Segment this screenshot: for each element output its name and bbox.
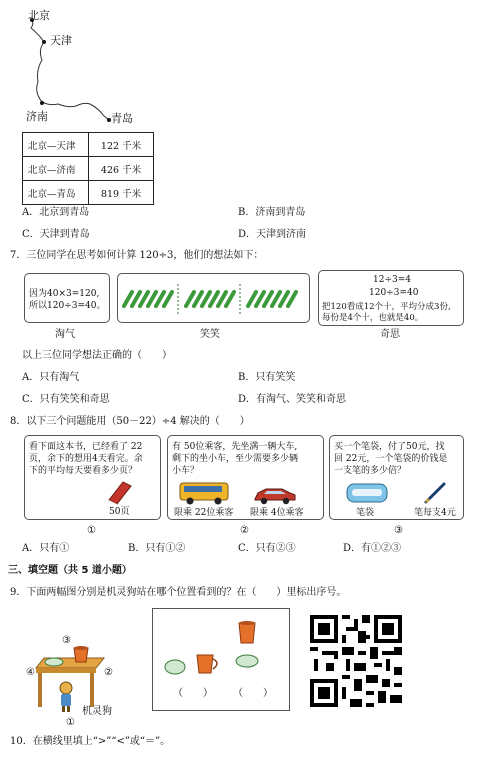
view1-blank[interactable]: （ ） (173, 688, 213, 699)
p3-bag-label: 笔袋 (356, 508, 375, 518)
taoqi-thought-box (24, 273, 110, 323)
q6-option-c[interactable]: C．天津到青岛 (22, 229, 90, 240)
p1-num: ① (87, 525, 96, 536)
q7-option-b[interactable]: B．只有笑笑 (238, 372, 296, 383)
city-beijing: 北京 (28, 9, 50, 22)
route-cell: 北京—青岛 (23, 181, 89, 205)
distance-table (22, 132, 154, 205)
qisi-text2: 每份是4个十，也就是40。 (322, 313, 424, 323)
distance-cell: 426 千米 (89, 157, 154, 181)
position-2: ② (104, 667, 113, 678)
table-row (23, 133, 154, 157)
p2-num: ② (240, 525, 249, 536)
q8-stem: 8．以下三个问题能用（50－22）÷4 解决的（ ） (10, 416, 250, 427)
qisi-eq1: 12÷3=4 (373, 275, 411, 285)
tianjin-dot (42, 40, 46, 44)
q8-option-a[interactable]: A．只有① (22, 543, 70, 554)
q7-option-a[interactable]: A．只有淘气 (22, 372, 80, 383)
position-4: ④ (26, 667, 35, 678)
distance-cell: 819 千米 (89, 181, 154, 205)
p1-line3: 下的平均每天要看多少页？ (29, 466, 138, 476)
p2-line2: 剩下的坐小车，至少需要多少辆 (172, 454, 299, 464)
view2-scene (225, 617, 285, 673)
city-tianjin: 天津 (50, 34, 72, 47)
p1-line2: 页，余下的想用4天看完。余 (29, 454, 143, 464)
p3-num: ③ (394, 525, 403, 536)
taoqi-line1: 因为40×3=120, (29, 289, 100, 299)
q10-stem: 10．在横线里填上“>”“<”或“＝”。 (10, 736, 171, 747)
q6-option-d[interactable]: D．天津到济南 (238, 229, 307, 240)
q8-option-d[interactable]: D．有①②③ (343, 543, 402, 554)
table-row (23, 181, 154, 205)
route-map (20, 6, 140, 126)
city-jinan: 济南 (26, 110, 48, 123)
p3-line2: 回 22元，一个笔袋的价钱是 (334, 454, 448, 464)
view1-scene (163, 647, 225, 677)
book-icon (105, 478, 133, 506)
q9-stem: 9．下面两幅图分别是机灵狗站在哪个位置看到的？在（ ）里标出序号。 (10, 587, 347, 598)
qisi-label: 奇思 (380, 329, 400, 340)
qr-code-icon (306, 611, 406, 711)
table-row (23, 157, 154, 181)
p3-line3: 一支笔的多少倍？ (334, 466, 407, 476)
route-cell: 北京—天津 (23, 133, 89, 157)
q8-option-c[interactable]: C．只有②③ (238, 543, 296, 554)
taoqi-line2: 所以120÷3=40。 (29, 301, 106, 311)
position-3: ③ (62, 635, 71, 646)
distance-cell: 122 千米 (89, 133, 154, 157)
q7-option-d[interactable]: D．有淘气、笑笑和奇思 (238, 394, 347, 405)
xiaoxiao-label: 笑笑 (200, 329, 220, 340)
q6-option-a[interactable]: A．北京到青岛 (22, 207, 90, 218)
sticks-bundles-icon (118, 274, 308, 322)
pencil-bag-icon (344, 480, 390, 506)
car-icon (252, 484, 298, 506)
jinan-dot (40, 101, 44, 105)
qisi-eq2: 120÷3=40 (369, 288, 419, 298)
q6-option-b[interactable]: B．济南到青岛 (238, 207, 306, 218)
city-qingdao: 青岛 (111, 112, 133, 125)
view2-blank[interactable]: （ ） (233, 688, 273, 699)
problem2-box (167, 435, 324, 520)
xiaoxiao-thought-box (117, 273, 310, 323)
bus-icon (178, 480, 230, 506)
p3-pen-label: 笔每支4元 (414, 508, 456, 518)
p3-line1: 买一个笔袋，付了50元，找 (334, 442, 445, 452)
taoqi-label: 淘气 (55, 329, 75, 340)
q7-option-c[interactable]: C．只有笑笑和奇思 (22, 394, 110, 405)
p1-book-label: 50页 (109, 507, 130, 517)
q7-stem: 7．三位同学在思考如何计算 120÷3，他们的想法如下： (10, 250, 264, 261)
q8-option-b[interactable]: B．只有①② (128, 543, 186, 554)
view-box (152, 608, 290, 711)
q7-question: 以上三位同学想法正确的（ ） (22, 350, 172, 361)
problem3-box (329, 435, 464, 520)
qisi-text1: 把120看成12个十，平均分成3份, (322, 302, 451, 312)
route-cell: 北京—济南 (23, 157, 89, 181)
p2-bus-label: 限乘 22位乘客 (174, 508, 234, 518)
p2-line3: 小车？ (172, 466, 200, 476)
pen-icon (422, 480, 448, 506)
problem1-box (24, 435, 161, 520)
p1-line1: 看下面这本书，已经看了 22 (29, 442, 143, 452)
p2-car-label: 限乘 4位乘客 (250, 508, 304, 518)
p2-line1: 有 50位乘客，先坐满一辆大车, (172, 442, 298, 452)
dog-label: 机灵狗 (82, 706, 112, 717)
section3-title: 三、填空题（共 5 道小题） (8, 565, 132, 576)
position-1: ① (66, 717, 75, 728)
qisi-thought-box (318, 270, 464, 326)
